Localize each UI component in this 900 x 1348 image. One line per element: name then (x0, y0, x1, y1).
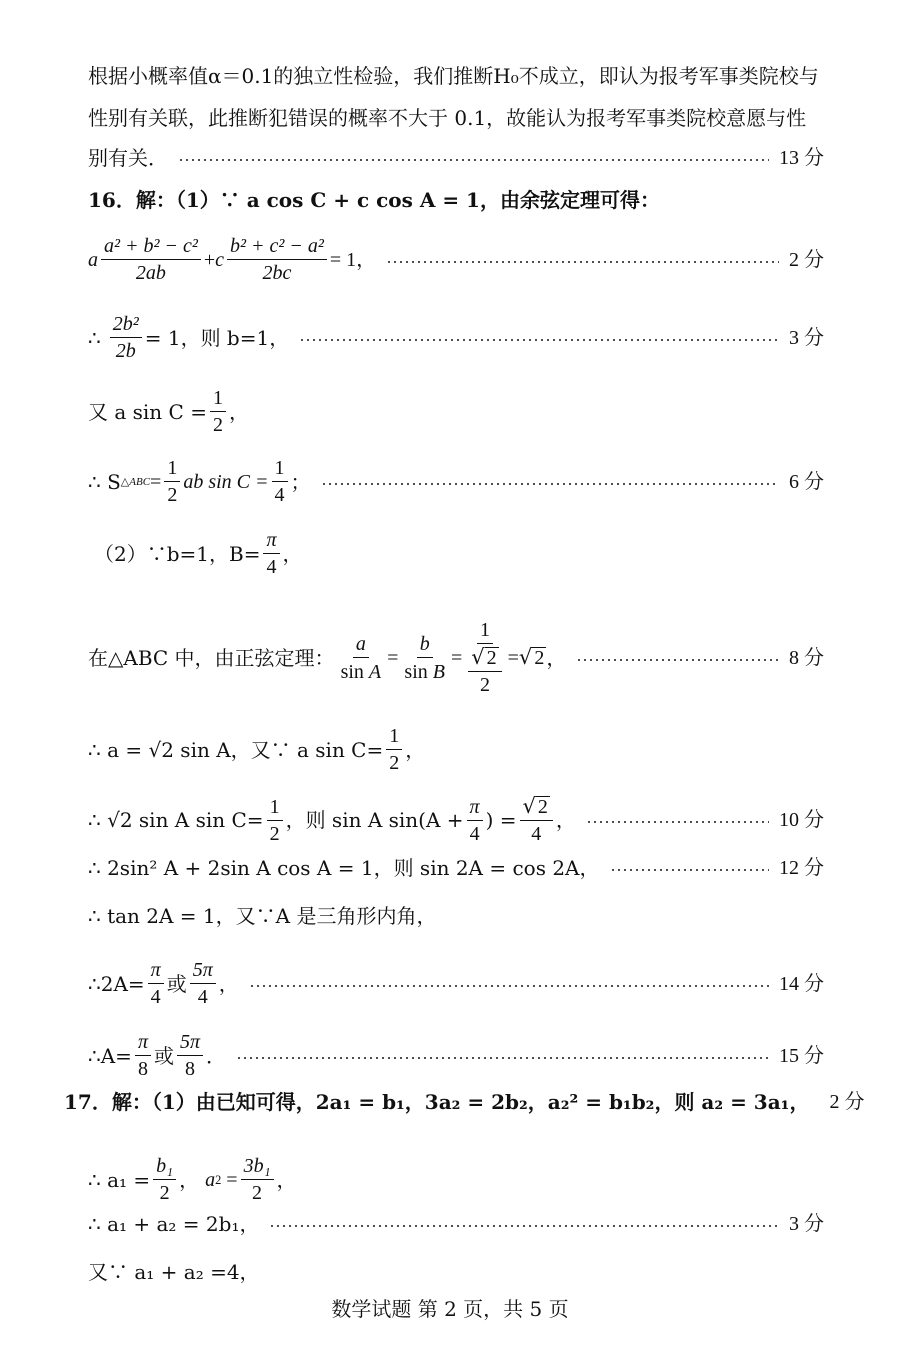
frac-5pi-8: $\frac{5\pi}{8}$ (177, 1032, 203, 1079)
score-13: 13 分 (779, 147, 824, 169)
leader-dots (586, 821, 769, 823)
frac-half: $\frac{1}{2}$ (267, 797, 283, 844)
frac-quarter: $\frac{1}{4}$ (272, 458, 288, 505)
score-15: 15 分 (779, 1044, 824, 1067)
leader-dots (576, 659, 779, 661)
frac-pi-8: $\frac{\pi}{8}$ (135, 1032, 151, 1079)
score-14: 14 分 (779, 972, 824, 995)
p15-line-1 (88, 66, 824, 86)
frac-5pi-4: $\frac{5\pi}{4}$ (190, 960, 216, 1007)
q17-head-text: 17．解：（1）由已知可得，2a₁ = b₁，3a₂ = 2b₂，a₂² = b₁b₂，则 a₂ = 3a₁， (64, 1090, 810, 1114)
leader-dots (610, 869, 770, 871)
page-footer: 数学试题 第 2 页，共 5 页 (331, 1297, 569, 1321)
q17-last: 又∵ a₁ + a₂ =4， (88, 1260, 260, 1284)
leader-dots (178, 159, 769, 161)
leader-dots (321, 483, 779, 485)
score-2: 2 分 (789, 248, 824, 271)
leader-dots (299, 339, 779, 341)
p15-text-2: 性别有关联，此推断犯错误的概率不大于 0.1，故能认为报考军事类院校意愿与性 (88, 106, 807, 130)
q16-double-angle: ∴ 2sin² A + 2sin A cos A = 1，则 sin 2A = cos 2A， 12 分 (88, 856, 824, 880)
frac-cos-2: $\frac{\text{b² + c² − a²}}{2bc}$ (227, 236, 327, 283)
frac-half: $\frac{1}{2}$ (386, 726, 402, 773)
q16-tan: ∴ tan 2A = 1，又∵A 是三角形内角， (88, 904, 437, 928)
frac-pi-4: $\frac{\pi}{4}$ (148, 960, 164, 1007)
score-3: 3 分 (789, 1213, 824, 1235)
leader-dots (269, 1225, 779, 1227)
frac-pi-4: $\frac{\pi}{4}$ (467, 797, 483, 844)
q17-a1-a2: ∴ a₁ = $\frac{\text{b₁}}{2}$ ， a 2 = $\frac{\text{3b₁}}{2}$ ， (88, 1155, 297, 1204)
q17-sum: ∴ a₁ + a₂ = 2b₁， 3 分 (88, 1212, 824, 1236)
score-8: 8 分 (789, 646, 824, 669)
score-2: 2 分 (829, 1091, 865, 1113)
frac-1-over-root2-over-2: 1 √ 2 2 (465, 620, 504, 695)
q16-b-eq: ∴ $\frac{\text{2b²}}{2b}$ = 1，则 b=1， 3 分 (88, 313, 824, 362)
score-12: 12 分 (779, 857, 824, 879)
q16-law-of-sines: 在△ABC 中，由正弦定理： $\frac{a}{\text{sin A}}$ = $\frac{b}{\text{sin B}}$ = 1 √ 2 2 = √ 2 ， 8 分 (88, 619, 824, 696)
frac-pi-4: $\frac{\pi}{4}$ (263, 530, 279, 577)
frac-2b2-2b: $\frac{\text{2b²}}{2b}$ (110, 314, 142, 361)
q16-a-eq: ∴ a = √2 sin A，又∵ a sin C= $\frac{1}{2}$ ， (88, 725, 426, 774)
score-3: 3 分 (789, 326, 824, 349)
p15-line-3 (88, 148, 824, 168)
frac-root2-over-4: √ 2 4 (520, 796, 553, 844)
score-10: 10 分 (779, 809, 824, 831)
q16-part2: （2）∵b=1，B= $\frac{\pi}{4}$ ， (94, 529, 303, 578)
frac-b-sinB: $\frac{b}{\text{sin B}}$ (404, 632, 445, 683)
frac-3b1-2: $\frac{\text{3b₁}}{2}$ (241, 1156, 274, 1203)
p15-text-1: 根据小概率值α＝0.1的独立性检验，我们推断H₀不成立，即认为报考军事类院校与 (88, 64, 819, 88)
frac-b1-2: $\frac{\text{b₁}}{2}$ (153, 1156, 176, 1203)
q16-head-text: 16．解：（1）∵ a cos C + c cos A = 1，由余弦定理可得： (88, 188, 660, 212)
q16-2A: ∴2A= $\frac{\pi}{4}$ 或 $\frac{5\pi}{4}$ ， 14 分 (88, 959, 824, 1008)
leader-dots (236, 1057, 769, 1059)
leader-dots (386, 261, 779, 263)
frac-half: $\frac{1}{2}$ (210, 388, 226, 435)
q17-head (64, 1090, 865, 1114)
q16-sinC: 又 a sin C = $\frac{1}{2}$ ， (88, 387, 249, 436)
frac-half: $\frac{1}{2}$ (164, 458, 180, 505)
q16-sinAsinC: ∴ √2 sin A sin C= $\frac{1}{2}$ ，则 sin A sin(A + $\frac{\pi}{4}$ ) = √ 2 4 ， 10 分 (88, 794, 824, 845)
p15-line-2 (88, 108, 824, 128)
q16-A: ∴A= $\frac{\pi}{8}$ 或 $\frac{5\pi}{8}$ ． 15 分 (88, 1031, 824, 1080)
q16-head (88, 190, 824, 210)
q16-law-of-cosines: a $\frac{\text{a² + b² − c²}}{2ab}$ + c $\frac{\text{b² + c² − a²}}{2bc}$ = 1， 2 分 (88, 235, 824, 284)
p15-text-3: 别有关． (88, 146, 168, 170)
q16-area: ∴ S △ABC = $\frac{1}{2}$ ab sin C = $\frac{1}{4}$ ； 6 分 (88, 457, 824, 506)
score-6: 6 分 (789, 470, 824, 493)
frac-a-sinA: $\frac{a}{\text{sin A}}$ (340, 632, 382, 683)
leader-dots (249, 985, 769, 987)
frac-cos-1: $\frac{\text{a² + b² − c²}}{2ab}$ (101, 236, 201, 283)
